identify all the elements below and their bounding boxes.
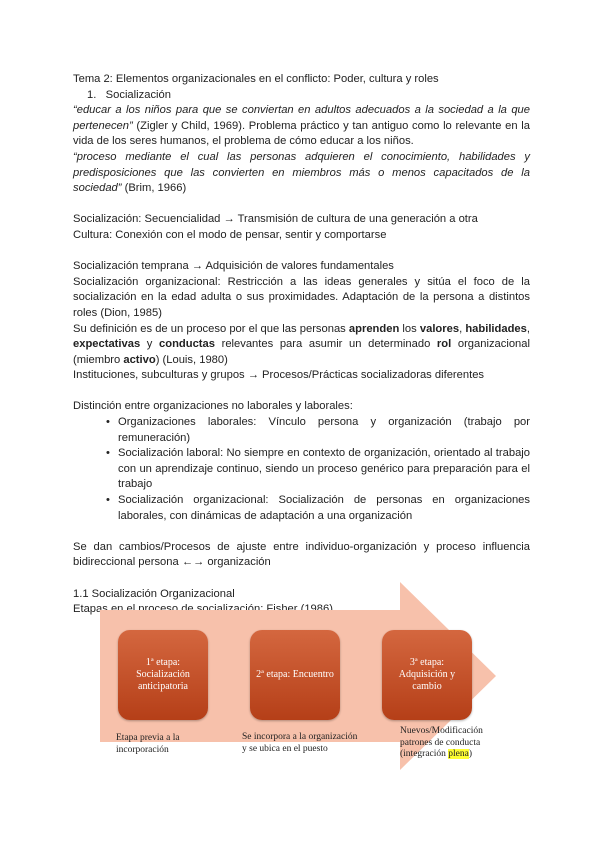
stages-diagram xyxy=(0,580,600,780)
quote-zigler-text: (Zigler y Child, 1969). Problema práctico y tan antiguo como lo relevante en la vida de los seres humanos, el problema de cómo educar a los niños. xyxy=(73,119,530,148)
def-text: organizacional (miembro xyxy=(73,338,530,366)
section-title: Socialización xyxy=(105,88,171,101)
stage-label-2: 2ª etapa: Encuentro xyxy=(256,669,334,680)
stage-caption-3 xyxy=(400,726,500,761)
caption3-text: ) xyxy=(468,749,473,759)
highlight-plena: plena xyxy=(448,749,469,759)
def-text: los xyxy=(399,322,420,335)
stage-box-1 xyxy=(118,630,208,720)
subsection-heading: 1.1 Socialización Organizacional xyxy=(73,587,235,600)
line-cultura: Cultura: Conexión con el modo de pensar, sentir y comportarse xyxy=(73,228,387,241)
quote-brim-ref: (Brim, 1966) xyxy=(121,182,187,195)
def-text: , xyxy=(459,322,466,335)
def-text: Su definición es de un proceso por el que las personas xyxy=(73,322,349,335)
def-bold: habilidades xyxy=(465,322,527,335)
line-instituciones: Instituciones, subculturas y grupos → Procesos/Prácticas socializadoras diferentes xyxy=(73,369,485,382)
def-bold: aprenden xyxy=(348,322,400,335)
stage-label-1: 1ª etapa: Socialización anticipatoria xyxy=(136,657,190,692)
line-secuencialidad: Socialización: Secuencialidad → Transmisión de cultura de una generación a otra xyxy=(73,213,478,226)
quote-zigler: “educar a los niños para que se conviertan en adultos adecuados a la sociedad a la que pertenecen” xyxy=(73,104,530,132)
stage-label-3: 3ª etapa: Adquisición y cambio xyxy=(398,657,456,692)
distinction-intro: Distinción entre organizaciones no laborales y laborales: xyxy=(73,400,353,413)
line-temprana: Socialización temprana → Adquisición de valores fundamentales xyxy=(73,260,394,273)
def-text: y xyxy=(140,338,160,351)
def-bold: expectativas xyxy=(73,338,141,351)
def-bold: valores xyxy=(419,322,460,335)
definition-paragraph xyxy=(73,322,530,369)
distinction-list xyxy=(73,415,530,524)
def-text: ) (Louis, 1980) xyxy=(155,353,228,366)
def-bold: activo xyxy=(123,353,156,366)
list-item: • Organizaciones laborales: Vínculo persona y organización (trabajo por remuneración) xyxy=(118,415,530,446)
stage-caption-2: Se incorpora a la organización y se ubica en el puesto xyxy=(242,732,358,754)
adjust-paragraph: Se dan cambios/Procesos de ajuste entre individuo-organización y proceso influencia bidireccional persona ←→ organización xyxy=(73,540,530,569)
def-text: , xyxy=(526,322,530,335)
quote-paragraph-1 xyxy=(73,103,530,150)
caption3-text: Nuevos/Modificación patrones de conducta (integración xyxy=(400,726,483,759)
line-organizacional: Socialización organizacional: Restricción a las ideas generales y sitúa el foco de la socialización en la edad adulta o sus proximidades. Adaptación de la persona a distintos roles (Dion, 1985) xyxy=(73,275,530,319)
section-number: 1. xyxy=(87,88,97,101)
def-bold: rol xyxy=(436,338,452,351)
def-text: relevantes para asumir un determinado xyxy=(214,338,437,351)
list-item: • Socialización laboral: No siempre en contexto de organización, orientado al trabajo con un aprendizaje continuo, siendo un proceso genérico para preparación para el trabajo xyxy=(118,446,530,493)
page-title: Tema 2: Elementos organizacionales en el conflicto: Poder, cultura y roles xyxy=(73,73,439,85)
section-heading xyxy=(73,88,530,104)
quote-paragraph-2 xyxy=(73,150,530,197)
document-body xyxy=(73,72,530,618)
stage-box-3 xyxy=(382,630,472,720)
stage-caption-1: Etapa previa a la incorporación xyxy=(116,733,180,755)
quote-brim: “proceso mediante el cual las personas adquieren el conocimiento, habilidades y predisposiciones que las convierten en miembros más o menos capacitados de la sociedad” xyxy=(73,150,530,195)
list-item: • Socialización organizacional: Socialización de personas en organizaciones laborales, con dinámicas de adaptación a una organización xyxy=(118,493,530,524)
stages-line: Etapas en el proceso de socialización: Fisher (1986) xyxy=(73,603,333,616)
def-bold: conductas xyxy=(159,338,215,351)
stage-box-2 xyxy=(250,630,340,720)
